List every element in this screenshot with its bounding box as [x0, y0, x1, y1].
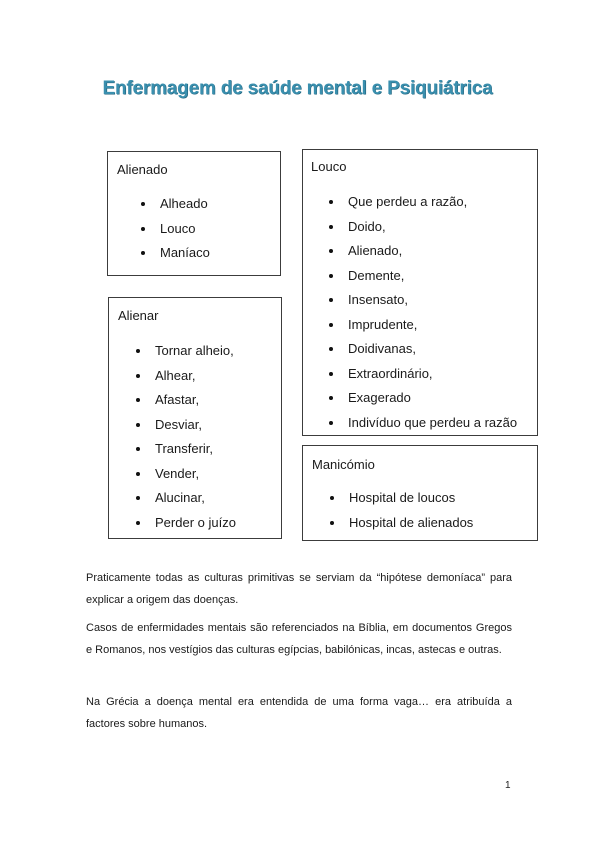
bullet-list-manicomio	[330, 489, 473, 538]
list-item: Maníaco	[141, 244, 210, 269]
list-item: Vender,	[136, 465, 236, 490]
box-title-alienado: Alienado	[117, 162, 168, 177]
paragraph-greece: Na Grécia a doença mental era entendida de uma forma vaga… era atribuída a factores sobre humanos.	[86, 696, 512, 730]
bullet-list-alienar	[136, 342, 236, 538]
list-item: Que perdeu a razão,	[329, 193, 517, 218]
list-item: Doido,	[329, 218, 517, 243]
bullet-list-alienado	[141, 195, 210, 269]
box-title-manicomio: Manicómio	[312, 457, 375, 472]
definition-box-manicomio	[302, 445, 538, 541]
list-item: Desviar,	[136, 416, 236, 441]
list-item: Perder o juízo	[136, 514, 236, 539]
list-item: Extraordinário,	[329, 365, 517, 390]
definition-box-alienado	[107, 151, 281, 276]
list-item: Afastar,	[136, 391, 236, 416]
box-title-alienar: Alienar	[118, 308, 159, 323]
box-title-louco: Louco	[311, 159, 347, 174]
paragraph-primitive-cultures: Praticamente todas as culturas primitivas se serviam da “hipótese demoníaca” para explicar a origem das doenças.	[86, 572, 512, 606]
list-item: Imprudente,	[329, 316, 517, 341]
list-item: Insensato,	[329, 291, 517, 316]
paragraph-historical-records: Casos de enfermidades mentais são referenciados na Bíblia, em documentos Gregos e Romanos, nos vestígios das culturas egípcias, babilónicas, incas, astecas e outras.	[86, 622, 512, 656]
list-item: Indivíduo que perdeu a razão	[329, 414, 517, 439]
list-item: Tornar alheio,	[136, 342, 236, 367]
list-item: Alienado,	[329, 242, 517, 267]
list-item: Alucinar,	[136, 489, 236, 514]
list-item: Demente,	[329, 267, 517, 292]
bullet-list-louco	[329, 193, 517, 438]
page-title: Enfermagem de saúde mental e Psiquiátrica	[102, 78, 493, 99]
list-item: Alhear,	[136, 367, 236, 392]
list-item: Hospital de alienados	[330, 514, 473, 539]
list-item: Hospital de loucos	[330, 489, 473, 514]
page-number: 1	[505, 780, 511, 791]
list-item: Doidivanas,	[329, 340, 517, 365]
definition-box-louco	[302, 149, 538, 436]
list-item: Alheado	[141, 195, 210, 220]
definition-box-alienar	[108, 297, 282, 539]
list-item: Transferir,	[136, 440, 236, 465]
list-item: Exagerado	[329, 389, 517, 414]
list-item: Louco	[141, 220, 210, 245]
